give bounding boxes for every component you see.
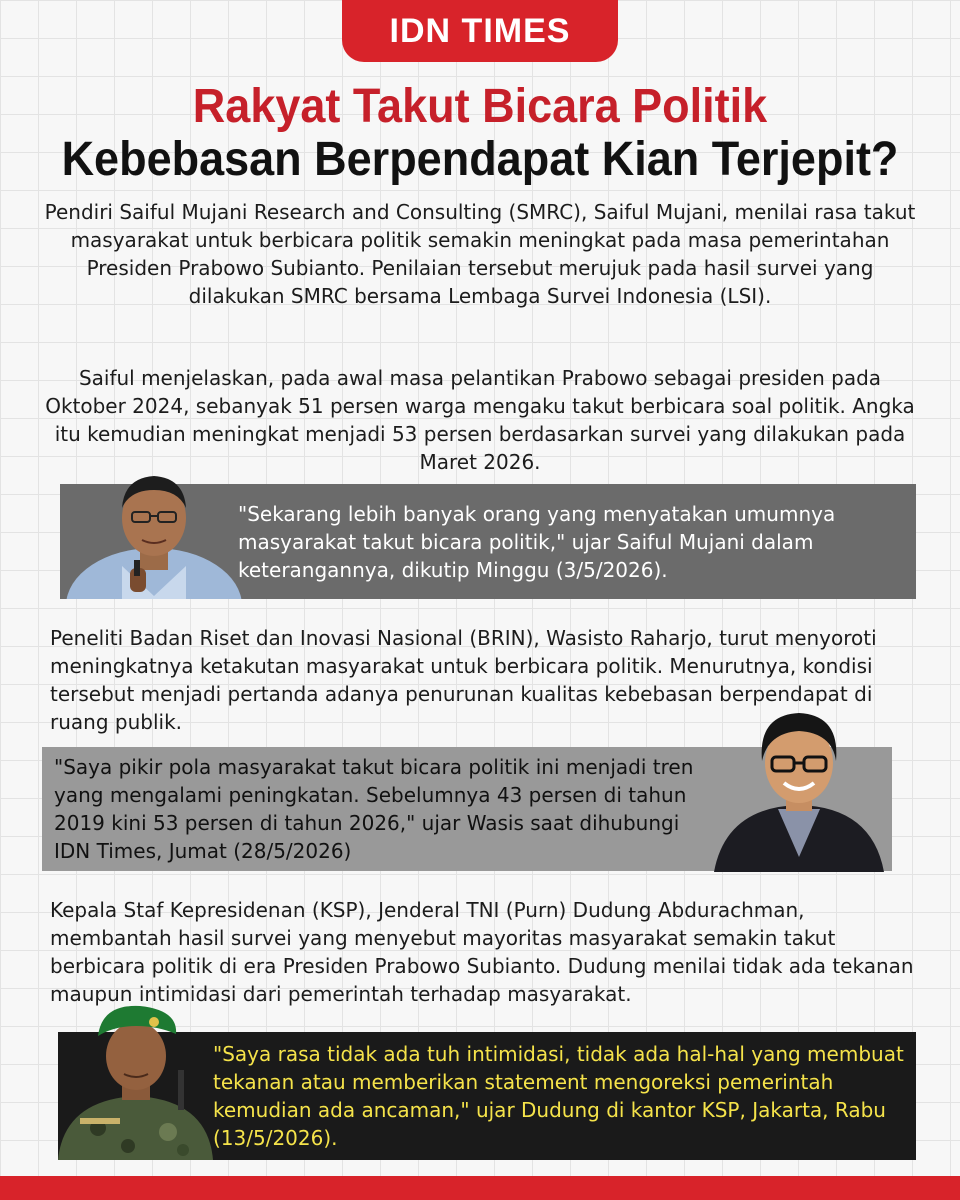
paragraph-brin-researcher: Peneliti Badan Riset dan Inovasi Nasional (BRIN), Wasisto Raharjo, turut menyoroti meningkatnya ketakutan masyarakat untuk berbicara politik. Menurutnya, kondisi tersebut menjadi pertanda adanya penurunan kualitas kebebasan berpendapat di ruang publik.	[50, 626, 877, 734]
saiful-mujani-photo	[62, 456, 247, 599]
quote-text-wasisto: "Saya pikir pola masyarakat takut bicara politik ini menjadi tren yang mengalami peningkatan. Sebelumnya 43 persen di tahun 2019 kini 53 persen di tahun 2026," ujar Wasis saat dihubungi IDN Times, Jumat (28/5/2026)	[54, 755, 694, 863]
wasisto-raharjo-photo	[706, 697, 892, 872]
footer-bar	[0, 1176, 960, 1200]
brand-logo: IDN TIMES	[342, 0, 618, 62]
quote-text-dudung: "Saya rasa tidak ada tuh intimidasi, tidak ada hal-hal yang membuat tekanan atau memberikan statement mengoreksi pemerintah kemudian ada ancaman," ujar Dudung di kantor KSP, Jakarta, Rabu (13/5/2026).	[213, 1042, 904, 1150]
paragraph-survey-figures: Saiful menjelaskan, pada awal masa pelantikan Prabowo sebagai presiden pada Oktober 2024, sebanyak 51 persen warga mengaku takut berbicara soal politik. Angka itu kemudian meningkat menjadi 53 persen berdasarkan survei yang dilakukan pada Maret 2026.	[45, 366, 915, 474]
paragraph-smrc-intro: Pendiri Saiful Mujani Research and Consulting (SMRC), Saiful Mujani, menilai rasa takut masyarakat untuk berbicara politik semakin meningkat pada masa pemerintahan Presiden Prabowo Subianto. Penilaian tersebut merujuk pada hasil survei yang dilakukan SMRC bersama Lembaga Survei Indonesia (LSI).	[44, 200, 916, 308]
paragraph-ksp-denial: Kepala Staf Kepresidenan (KSP), Jenderal TNI (Purn) Dudung Abdurachman, membantah hasil survei yang menyebut mayoritas masyarakat semakin takut berbicara politik di era Presiden Prabowo Subianto. Dudung menilai tidak ada tekanan maupun intimidasi dari pemerintah terhadap masyarakat.	[50, 898, 914, 1006]
headline-line-1: Rakyat Takut Bicara Politik	[192, 77, 768, 133]
headline-line-2: Kebebasan Berpendapat Kian Terjepit?	[61, 130, 899, 186]
dudung-abdurachman-photo	[58, 1000, 213, 1160]
quote-text-saiful: "Sekarang lebih banyak orang yang menyatakan umumnya masyarakat takut bicara politik," ujar Saiful Mujani dalam keterangannya, dikutip Minggu (3/5/2026).	[238, 501, 836, 582]
